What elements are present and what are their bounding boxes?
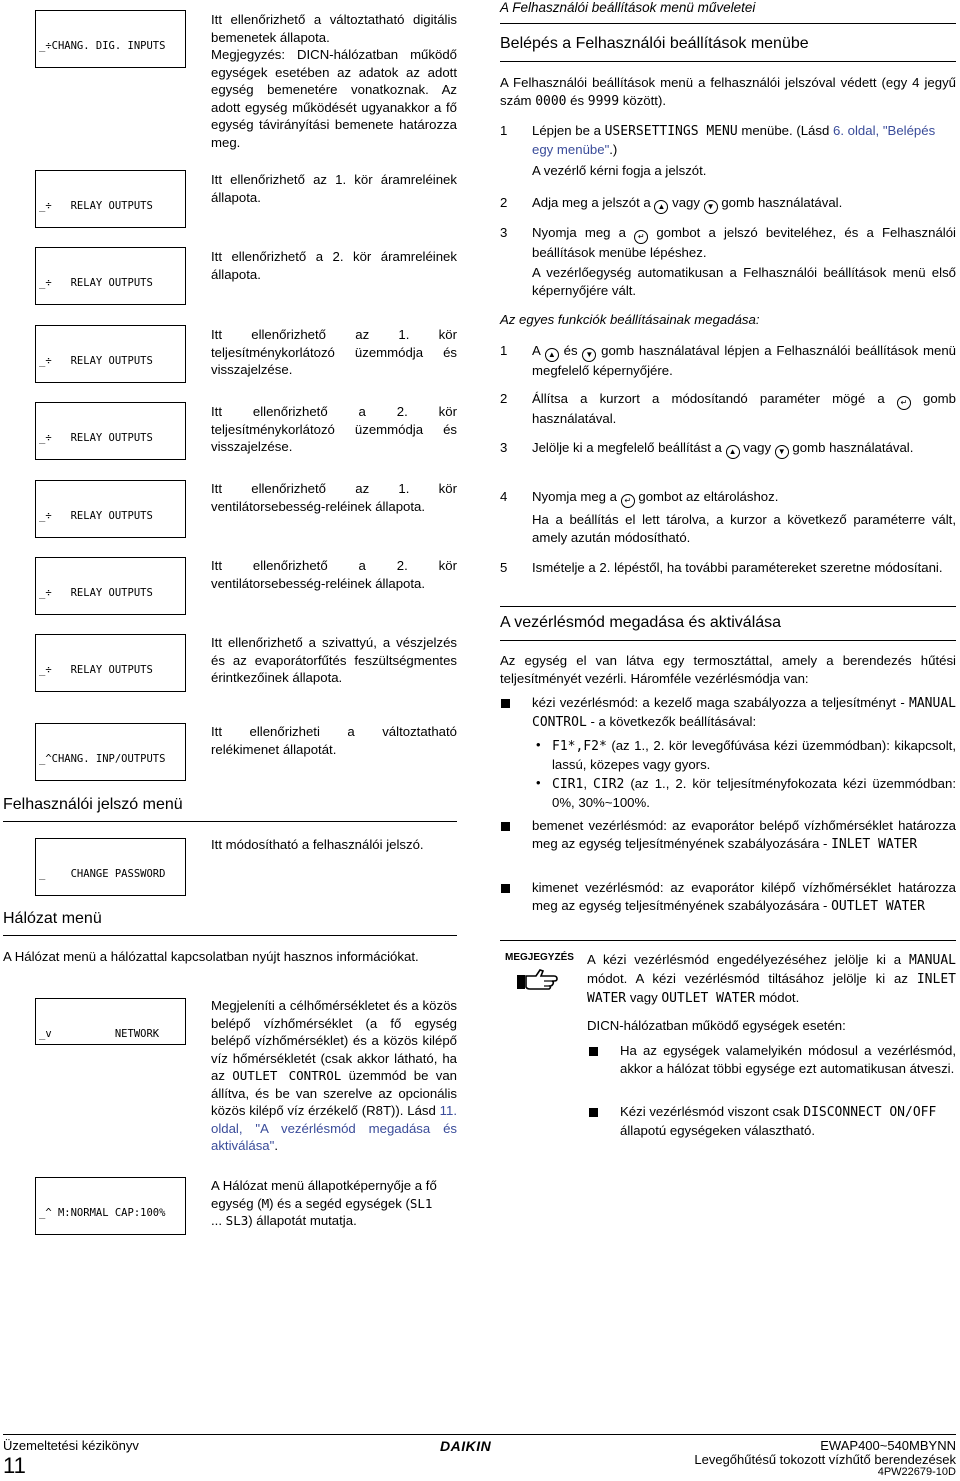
mono-term: 9999 <box>587 94 620 109</box>
bullet-dot: • <box>536 775 541 790</box>
lcd-line: _^ M:NORMAL CAP:100% <box>39 1207 166 1219</box>
text: vagy <box>629 990 658 1005</box>
lcd-fanstep-c2 <box>35 557 186 615</box>
lcd-relay-circuit1 <box>35 170 186 228</box>
divider <box>500 940 956 941</box>
note-bullet-1: Ha az egységek valamelyikén módosul a vezérlésmód, akkor a hálózat többi egysége ezt automatikusan átveszi. <box>620 1043 956 1076</box>
text: A Hálózat menü állapotképernyője a fő egység ( <box>211 1178 437 1211</box>
text: Nyomja meg a <box>532 489 618 504</box>
bullet-square <box>589 1047 598 1056</box>
desc-fanstep-c2: Itt ellenőrizhető a 2. kör ventilátorsebesség-reléinek állapota. <box>211 558 457 591</box>
manual-fan-option <box>552 737 956 774</box>
bullet-square <box>589 1108 598 1117</box>
bullet-dot: • <box>536 737 541 752</box>
mono-term: DISCONNECT ON/OFF <box>803 1105 937 1120</box>
mono-term: SL3 <box>225 1213 249 1228</box>
lcd-line: _÷ RELAY OUTPUTS <box>39 432 153 444</box>
section-title-control-mode: A vezérlésmód megadása és aktiválása <box>500 614 782 631</box>
text: , <box>583 776 587 791</box>
step-3 <box>532 224 956 262</box>
text: gomb használatával. <box>532 391 957 426</box>
text: üzemmód be van állítva, és be van szerelve az opcionális közös kilépő víz érzékelő (R8T)). Lásd <box>211 1068 457 1118</box>
text: gomb használatával. <box>792 440 914 455</box>
note-text-2: DICN-hálózatban működő egységek esetén: <box>587 1018 846 1033</box>
step-number: 4 <box>500 489 508 504</box>
mono-term: CIR1 <box>552 777 584 792</box>
enter-button-icon: ↵ <box>897 396 911 410</box>
network-intro: A Hálózat menü a hálózattal kapcsolatban nyújt hasznos információkat. <box>3 949 419 964</box>
up-arrow-button-icon: ▲ <box>545 348 559 362</box>
text: (az 1., 2. kör teljesítményfokozata kézi üzemmódban: 0%, 30%~100%. <box>552 776 956 810</box>
note-bullet-2 <box>620 1103 956 1140</box>
mode-inlet <box>532 817 956 854</box>
text: Lépjen be a <box>532 123 601 138</box>
desc-relay-circuit1: Itt ellenőrizhető az 1. kör áramreléinek állapota. <box>211 172 457 205</box>
lcd-fanstep-c1 <box>35 480 186 538</box>
mono-term: SL1 <box>409 1195 433 1211</box>
text: gombot a jelszó beviteléhez, és a Felhasználói beállítások menübe lépéshez. <box>532 225 956 260</box>
lcd-line: _÷ RELAY OUTPUTS <box>39 664 153 676</box>
step-number: 3 <box>500 225 508 240</box>
bullet-square <box>501 822 510 831</box>
enter-button-icon: ↵ <box>621 494 635 508</box>
func-step-1 <box>532 342 956 380</box>
cross-reference-link[interactable]: 11. oldal, "A vezérlésmód megadása és aktiválása" <box>211 1103 457 1153</box>
step-1-result: A vezérlő kérni fogja a jelszót. <box>532 163 707 178</box>
text: ... <box>211 1213 222 1228</box>
lcd-change-password <box>35 838 186 896</box>
up-arrow-button-icon: ▲ <box>654 200 668 214</box>
up-arrow-button-icon: ▲ <box>726 445 740 459</box>
text: gomb használatával. <box>721 195 843 210</box>
lcd-line: _ CHANGE PASSWORD <box>39 868 166 880</box>
text: A <box>532 343 541 358</box>
func-step-5: Ismételje a 2. lépéstől, ha további paramétereket szeretne módosítani. <box>532 560 943 575</box>
bullet-square <box>501 884 510 893</box>
down-arrow-button-icon: ▼ <box>582 348 596 362</box>
lcd-relay-circuit2 <box>35 247 186 305</box>
mono-term: OUTLET CONTROL <box>232 1068 342 1083</box>
lcd-alarm-pump <box>35 634 186 692</box>
footer-rule <box>3 1434 956 1435</box>
down-arrow-button-icon: ▼ <box>704 200 718 214</box>
divider <box>3 935 457 936</box>
footer-product: Levegőhűtésű tokozott vízhűtő berendezések <box>694 1452 956 1467</box>
func-step-4 <box>532 488 956 508</box>
lcd-line: _÷ RELAY OUTPUTS <box>39 200 153 212</box>
text: - a következők beállításával: <box>590 714 757 729</box>
enter-button-icon: ↵ <box>634 230 648 244</box>
step-number: 1 <box>500 343 508 358</box>
mono-term: OUTLET WATER <box>661 991 756 1006</box>
lcd-line: _÷ RELAY OUTPUTS <box>39 355 153 367</box>
down-arrow-button-icon: ▼ <box>775 445 789 459</box>
step-number: 2 <box>500 195 508 210</box>
footer-model: EWAP400~540MBYNN <box>820 1438 956 1453</box>
text: Kézi vezérlésmód viszont csak <box>620 1104 800 1119</box>
text: és <box>563 343 578 358</box>
desc-note: Megjegyzés: DICN-hálózatban működő egységek esetében az adatok az adott egység bemenetére vonatkoznak. Az adott egység működését ugyanakkor a fő egység távirányítási bemenete határozza meg. <box>211 47 457 150</box>
mono-term: CIR2 <box>593 777 625 792</box>
note-label: MEGJEGYZÉS <box>505 952 574 963</box>
mono-term: USERSETTINGS MENU <box>604 124 738 139</box>
lcd-network-status <box>35 1177 186 1235</box>
text: ) és a segéd egységek ( <box>269 1195 410 1211</box>
step-number: 5 <box>500 560 508 575</box>
lcd-change-inp-outputs <box>35 723 186 781</box>
lcd-capacity-c2 <box>35 402 186 460</box>
lcd-line: _÷ RELAY OUTPUTS <box>39 277 153 289</box>
lcd-line: _÷ RELAY OUTPUTS <box>39 587 153 599</box>
mode-outlet <box>532 879 956 916</box>
func-step-2 <box>532 390 956 428</box>
text: módot. <box>758 990 800 1005</box>
text: Megjeleníti a célhőmérsékletet és a közös belépő vízhőmérséklet (a fő egység belépő vízhőmérséklet) és a közös kilépő víz hőmérsékletét (csak akkor látható, ha az <box>211 998 457 1083</box>
divider <box>500 23 956 24</box>
page-number: 11 <box>3 1453 26 1478</box>
section-title-password: Felhasználói jelszó menü <box>3 796 183 813</box>
lcd-line: _÷CHANG. DIG. INPUTS <box>39 40 166 52</box>
desc-password: Itt módosítható a felhasználói jelszó. <box>211 837 424 852</box>
mono-term: MANUAL CONTROL <box>532 696 956 730</box>
lcd-line: _^CHANG. INP/OUTPUTS <box>39 753 166 765</box>
step-2 <box>532 194 956 214</box>
text: gomb használatával lépjen a Felhasználói beállítások menü megfelelő képernyőjére. <box>532 343 956 378</box>
step-1 <box>532 122 956 159</box>
func-step-4-result: Ha a beállítás el lett tárolva, a kurzor a következő paraméterre vált, amely azután módosítható. <box>532 512 956 545</box>
text: vagy <box>672 195 700 210</box>
text: állapotú egységeken választható. <box>620 1123 816 1138</box>
cross-reference-link[interactable]: 6. oldal, "Belépés egy menübe" <box>532 123 936 157</box>
daikin-logo <box>440 1438 491 1456</box>
text: kézi vezérlésmód: a kezelő maga szabályozza a teljesítményt - <box>532 695 905 710</box>
mono-term: OUTLET WATER <box>831 899 925 914</box>
text: bemenet vezérlésmód: az evaporátor belépő vízhőmérséklet határozza meg az egység teljesítményének szabályozására - <box>532 818 956 851</box>
text: módot. A kézi vezérlésmód tiltásához jelölje ki az <box>587 971 908 986</box>
mono-term: F1*,F2* <box>552 739 607 754</box>
text: között). <box>622 93 667 108</box>
desc-capacity-c2: Itt ellenőrizhető a 2. kör teljesítménykorlátozó üzemmódja és visszajelzése. <box>211 404 457 454</box>
text: gombot az eltároláshoz. <box>638 489 779 504</box>
desc-network: Megjeleníti a célhőmérsékletet és a közös belépő vízhőmérséklet (a fő egység belépő vízhőmérséklet) és a közös kilépő víz hőmérsékletét (csak akkor látható, ha az OUTLET CONTROL üzemmód be van állítva, és be van szerelve az opcionális közös kilépő víz érzékelő (R8T)). Lásd 11. oldal, "A vezérlésmód megadása és aktiválása". <box>211 998 457 1153</box>
text: vagy <box>743 440 772 455</box>
intro-text <box>500 74 956 111</box>
text: Állítsa a kurzort a módosítandó paraméter mögé a <box>532 391 885 406</box>
step-3-result: A vezérlőegység automatikusan a Felhasználói beállítások menü első képernyőjére vált. <box>532 265 956 298</box>
desc-alarm-pump: Itt ellenőrizhető a szivattyú, a vészjelzés és az evaporátorfűtés feszültségmentes érintkezőinek állapota. <box>211 635 457 685</box>
desc-capacity-c1: Itt ellenőrizhető az 1. kör teljesítménykorlátozó üzemmódja és visszajelzése. <box>211 327 457 377</box>
lcd-line: _÷ RELAY OUTPUTS <box>39 510 153 522</box>
text: menübe. (Lásd <box>741 123 830 138</box>
note-hand-icon <box>516 966 558 992</box>
text: Adja meg a jelszót a <box>532 195 651 210</box>
mode-manual <box>532 694 956 732</box>
footer-manual-title: Üzemeltetési kézikönyv <box>3 1438 139 1453</box>
text: .) <box>609 142 618 157</box>
text: Jelölje ki a megfelelő beállítást a <box>532 440 722 455</box>
text: Nyomja meg a <box>532 225 627 240</box>
manual-capacity-option <box>552 775 956 812</box>
desc-change-inp-outputs: Itt ellenőrizheti a változtatható relékimenet állapotát. <box>211 724 457 757</box>
brand-text: DAIKIN <box>440 1438 492 1454</box>
subsection-title: Belépés a Felhasználói beállítások menübe <box>500 35 809 52</box>
divider <box>3 821 457 822</box>
step-number: 3 <box>500 440 508 455</box>
mono-term: INLET WATER <box>831 837 918 852</box>
lcd-network <box>35 998 186 1045</box>
note-text-1 <box>587 951 956 1008</box>
divider <box>500 61 956 62</box>
lcd-capacity-c1 <box>35 325 186 383</box>
mono-term: 0000 <box>535 94 567 109</box>
step-number: 1 <box>500 123 508 138</box>
func-step-3 <box>532 439 956 459</box>
desc-digital-inputs <box>211 11 457 151</box>
desc-network-status <box>211 1177 457 1230</box>
control-mode-intro: Az egység el van látva egy termosztáttal, amely a berendezés hűtési teljesítményét vezérli. Háromféle vezérlésmódja van: <box>500 653 956 686</box>
text: kimenet vezérlésmód: az evaporátor kilépő vízhőmérséklet határozza meg az egység teljesítményének szabályozására - <box>532 880 956 913</box>
mono-term: M <box>261 1195 270 1211</box>
mono-term: INLET WATER <box>587 972 956 1006</box>
desc-fanstep-c1: Itt ellenőrizhető az 1. kör ventilátorsebesség-reléinek állapota. <box>211 481 457 514</box>
text: és <box>570 93 585 108</box>
section-title-network: Hálózat menü <box>3 910 102 927</box>
desc-relay-circuit2: Itt ellenőrizhető a 2. kör áramreléinek állapota. <box>211 249 457 282</box>
bullet-square <box>501 699 510 708</box>
lcd-line: _v NETWORK <box>39 1028 160 1040</box>
lcd-digital-inputs <box>35 10 186 68</box>
page-title: A Felhasználói beállítások menü műveletei <box>500 0 756 15</box>
desc-text: Itt ellenőrizhető a változtatható digitális bemenetek állapota. <box>211 12 457 45</box>
text: (az 1., 2. kör levegőfúvása kézi üzemmódban): kikapcsolt, lassú, közepes vagy gyors. <box>552 738 956 772</box>
divider <box>500 640 956 641</box>
text: A Felhasználói beállítások menü a felhasználói jelszóval védett (egy 4 jegyű szám <box>500 75 956 108</box>
step-number: 2 <box>500 391 508 406</box>
footer-doc-code: 4PW22679-10D <box>877 1466 956 1478</box>
text: ) állapotát mutatja. <box>248 1213 357 1228</box>
mono-term: MANUAL <box>909 953 956 968</box>
functions-heading: Az egyes funkciók beállításainak megadása: <box>500 312 760 327</box>
divider <box>500 606 956 607</box>
text: A kézi vezérlésmód engedélyezéséhez jelölje ki a <box>587 952 902 967</box>
